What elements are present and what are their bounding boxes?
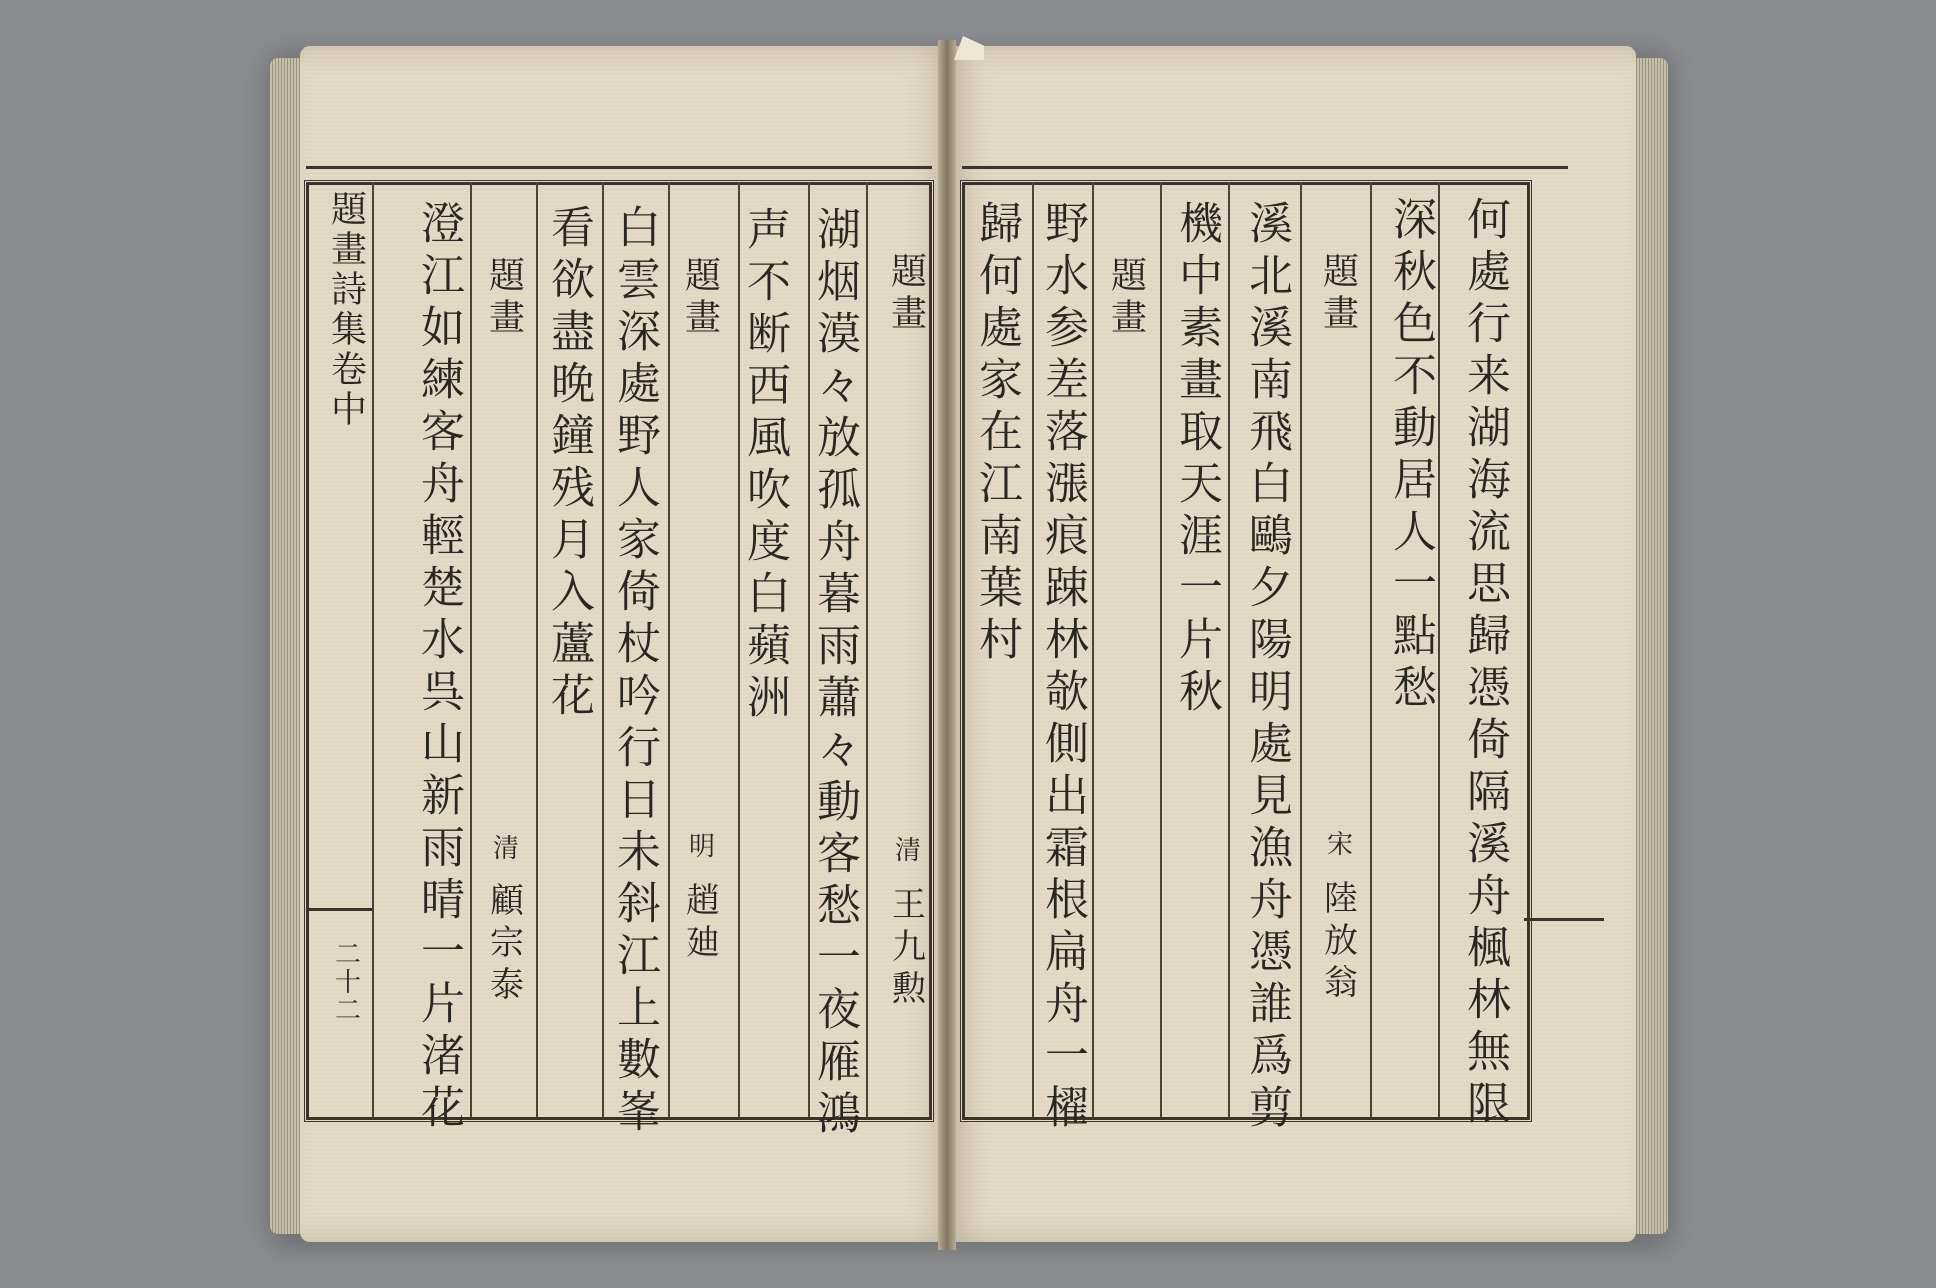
margin-divider (1524, 918, 1604, 921)
paper-tab (954, 36, 984, 60)
poem-line: 野水参差落漲痕踈林欹側出霜根扁舟一櫂 (1037, 200, 1088, 1136)
poem-line: 声不断西風吹度白蘋洲 (739, 206, 790, 726)
folio-divider (308, 908, 372, 911)
poem-title: 題畫 (1317, 252, 1359, 336)
right-top-rule (962, 166, 1568, 169)
poem-line: 深秋色不動居人一點愁 (1385, 196, 1436, 716)
folio-number: 二十二 (330, 940, 361, 1024)
poem-author: 顧宗泰 (483, 882, 524, 1008)
poem-line: 白雲深處野人家倚杖吟行日未斜江上數峯 (609, 204, 660, 1140)
poem-title: 題畫 (483, 256, 525, 340)
book-gutter (938, 40, 956, 1250)
poem-title: 題畫 (1105, 256, 1147, 340)
poem-title: 題畫 (679, 256, 721, 340)
column-rule (1160, 182, 1162, 1117)
column-rule (668, 182, 670, 1117)
column-rule (866, 182, 868, 1117)
column-rule (1228, 182, 1230, 1117)
column-rule (1300, 182, 1302, 1117)
poem-era: 清 (890, 836, 921, 862)
poem-author: 王九勲 (885, 886, 926, 1012)
poem-era: 清 (488, 834, 519, 860)
poem-line: 湖烟漠々放孤舟暮雨蕭々動客愁一夜雁鴻 (809, 206, 860, 1142)
margin-title: 題畫詩集卷中 (325, 190, 367, 430)
left-top-rule (306, 166, 932, 169)
poem-author: 趙廸 (679, 882, 720, 966)
poem-era: 明 (684, 832, 715, 858)
poem-line: 歸何處家在江南葉村 (971, 200, 1022, 668)
poem-author: 陸放翁 (1317, 880, 1358, 1006)
poem-line: 機中素畫取天涯一片秋 (1171, 200, 1222, 720)
margin-column-rule (372, 182, 374, 1117)
column-rule (470, 182, 472, 1117)
poem-line: 澄江如練客舟輕楚水呉山新雨晴一片渚花 (413, 200, 464, 1136)
poem-title: 題畫 (885, 252, 927, 336)
column-rule (1370, 182, 1372, 1117)
poem-line: 何處行来湖海流思歸憑倚隔溪舟楓林無限 (1459, 196, 1510, 1132)
poem-era: 宋 (1322, 830, 1353, 856)
poem-line: 看欲盡晚鐘残月入蘆花 (543, 204, 594, 724)
poem-line: 溪北溪南飛白鷗夕陽明處見漁舟憑誰爲剪 (1241, 200, 1292, 1136)
